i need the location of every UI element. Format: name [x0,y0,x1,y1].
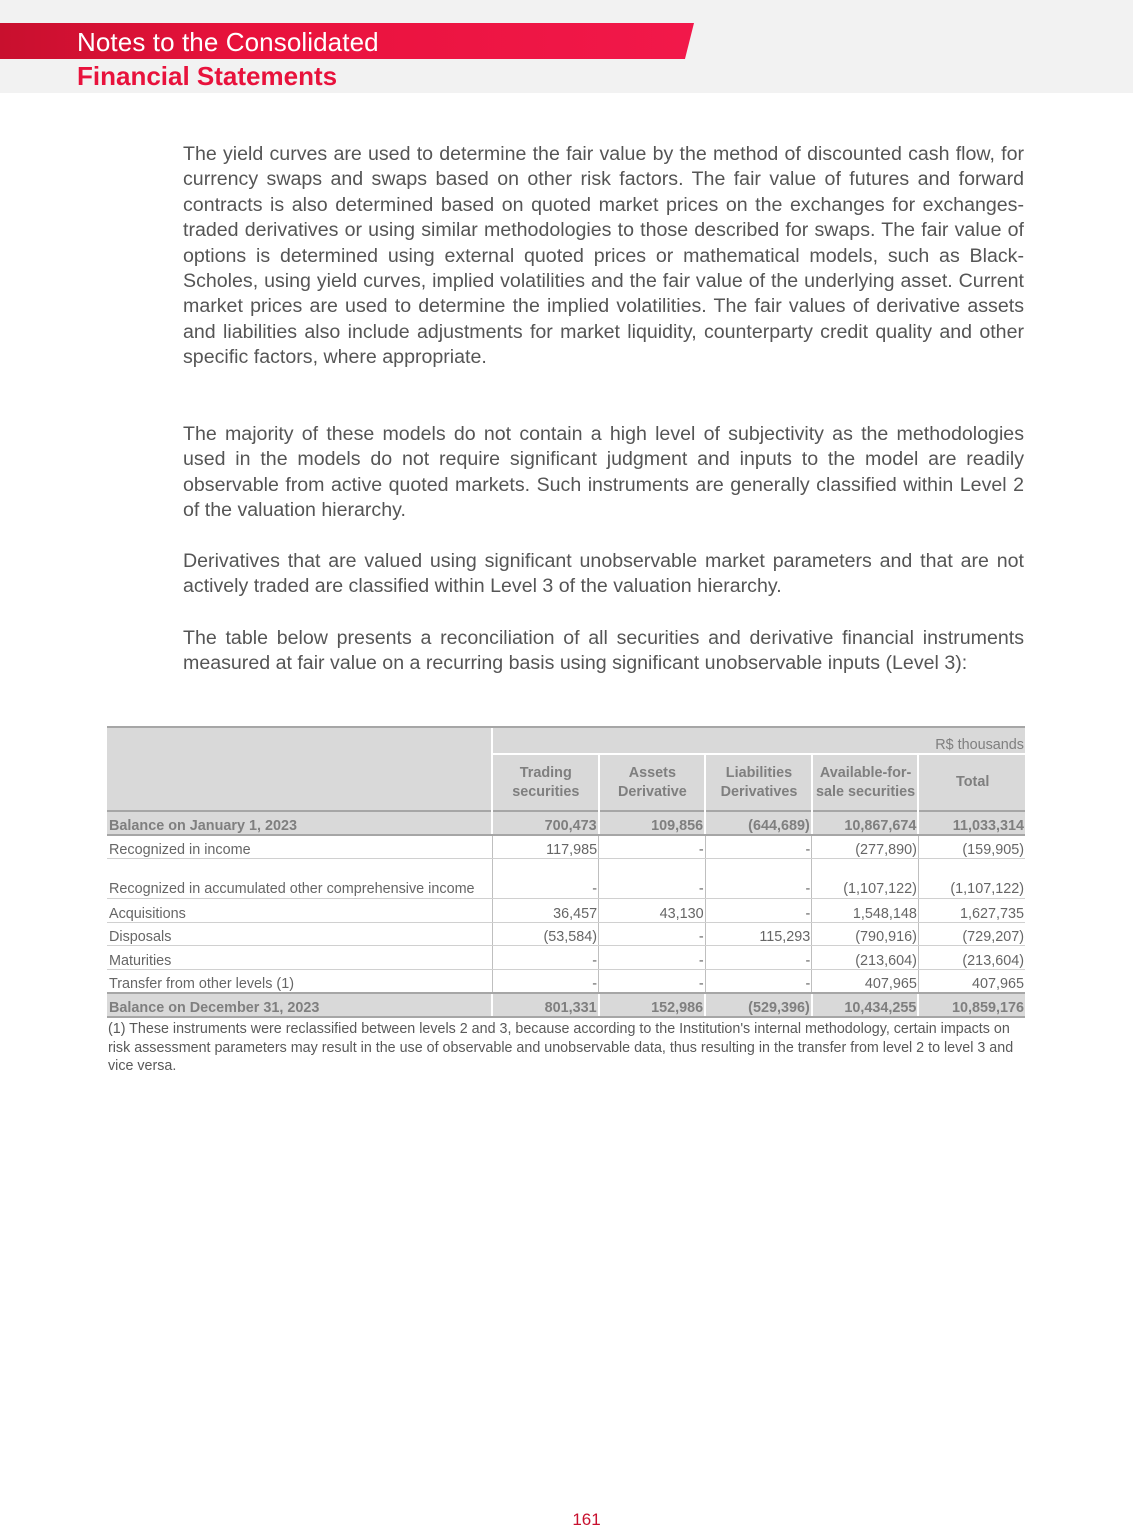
cell-value: - [492,859,599,899]
cell-value: (213,604) [918,946,1025,970]
cell-value: - [599,835,706,859]
page-number: 161 [572,1510,601,1529]
paragraph-yield-curves: The yield curves are used to determine the fair value by the method of discounted cash flow, for currency swaps and swaps based on other risk factors. The fair value of futures and forward contracts is also determined based on quoted market prices on the exchanges for exchanges-traded derivatives or using similar methodologies to those described for swaps. The fair value of options is determined using external quoted prices or mathematical models, such as Black-Scholes, using yield curves, implied volatilities and the fair value of the underlying asset. Current market prices are used to determine the implied volatilities. The fair values of derivative assets and liabilities also include adjustments for market liquidity, counterparty credit quality and other specific factors, where appropriate. [183,143,1024,369]
paragraph-models-subjectivity: The majority of these models do not contain a high level of subjectivity as the methodologies used in the models do not require significant judgment and inputs to the model are readily observable from active quoted markets. Such instruments are generally classified within Level 2 of the valuation hierarchy. [183,423,1024,522]
table-row [107,946,1025,970]
cell-value: 407,965 [812,969,919,993]
cell-value: - [599,922,706,946]
cell-value: 11,033,314 [918,811,1025,835]
cell-value: 801,331 [492,993,599,1017]
cell-value: (1,107,122) [918,859,1025,899]
column-header-total: Total [918,754,1025,811]
table-footnote: (1) These instruments were reclassified between levels 2 and 3, because according to the Institution's internal methodology, certain impacts on risk assessment parameters may result in the use of observable and unobservable data, thus resulting in the transfer from level 2 to level 3 and vice versa. [108,1021,1014,1075]
paragraph-level3-derivatives: Derivatives that are valued using significant unobservable market parameters and that are not actively traded are classified within Level 3 of the valuation hierarchy. [183,550,1024,598]
cell-value: 10,434,255 [812,993,919,1017]
row-label: Recognized in income [107,835,492,859]
table-row-closing-balance [107,993,1025,1017]
table-units-row [107,727,1025,754]
table-row [107,899,1025,923]
cell-value: 43,130 [599,899,706,923]
table-row [107,835,1025,859]
section-title-line2: Financial Statements [77,61,338,91]
cell-value: - [705,946,812,970]
row-label: Disposals [107,922,492,946]
cell-value: 1,548,148 [812,899,919,923]
row-label: Balance on January 1, 2023 [107,811,492,835]
paragraph-table-intro: The table below presents a reconciliation of all securities and derivative financial instruments measured at fair value on a recurring basis using significant unobservable inputs (Level 3): [183,627,1024,675]
cell-value: (277,890) [812,835,919,859]
row-label: Maturities [107,946,492,970]
cell-value: (729,207) [918,922,1025,946]
table-header-row [107,754,1025,811]
cell-value: - [705,835,812,859]
cell-value: 700,473 [492,811,599,835]
column-header-assets-derivative: Assets Derivative [599,754,706,811]
level3-reconciliation-table [107,726,1025,1018]
cell-value: 1,627,735 [918,899,1025,923]
cell-value: 115,293 [705,922,812,946]
column-header-trading-securities: Trading securities [492,754,599,811]
cell-value: - [599,946,706,970]
cell-value: (53,584) [492,922,599,946]
cell-value: - [705,899,812,923]
table-row [107,859,1025,899]
row-label: Balance on December 31, 2023 [107,993,492,1017]
row-label: Acquisitions [107,899,492,923]
column-header-liabilities-derivatives: Liabilities Derivatives [705,754,812,811]
cell-value: - [705,859,812,899]
cell-value: 152,986 [599,993,706,1017]
cell-value: (529,396) [705,993,812,1017]
cell-value: 10,859,176 [918,993,1025,1017]
cell-value: - [492,969,599,993]
cell-value: 109,856 [599,811,706,835]
cell-value: (790,916) [812,922,919,946]
cell-value: 407,965 [918,969,1025,993]
table-row [107,922,1025,946]
cell-value: (644,689) [705,811,812,835]
table-row [107,969,1025,993]
cell-value: 117,985 [492,835,599,859]
section-title-line1: Notes to the Consolidated [77,27,379,57]
cell-value: (159,905) [918,835,1025,859]
column-header-available-for-sale: Available-for-sale securities [812,754,919,811]
cell-value: (1,107,122) [812,859,919,899]
cell-value: - [492,946,599,970]
cell-value: (213,604) [812,946,919,970]
cell-value: - [705,969,812,993]
units-label: R$ thousands [492,727,1025,754]
cell-value: - [599,859,706,899]
row-label: Recognized in accumulated other comprehensive income [107,859,492,899]
cell-value: 10,867,674 [812,811,919,835]
table-row-opening-balance [107,811,1025,835]
cell-value: - [599,969,706,993]
cell-value: 36,457 [492,899,599,923]
row-label: Transfer from other levels (1) [107,969,492,993]
